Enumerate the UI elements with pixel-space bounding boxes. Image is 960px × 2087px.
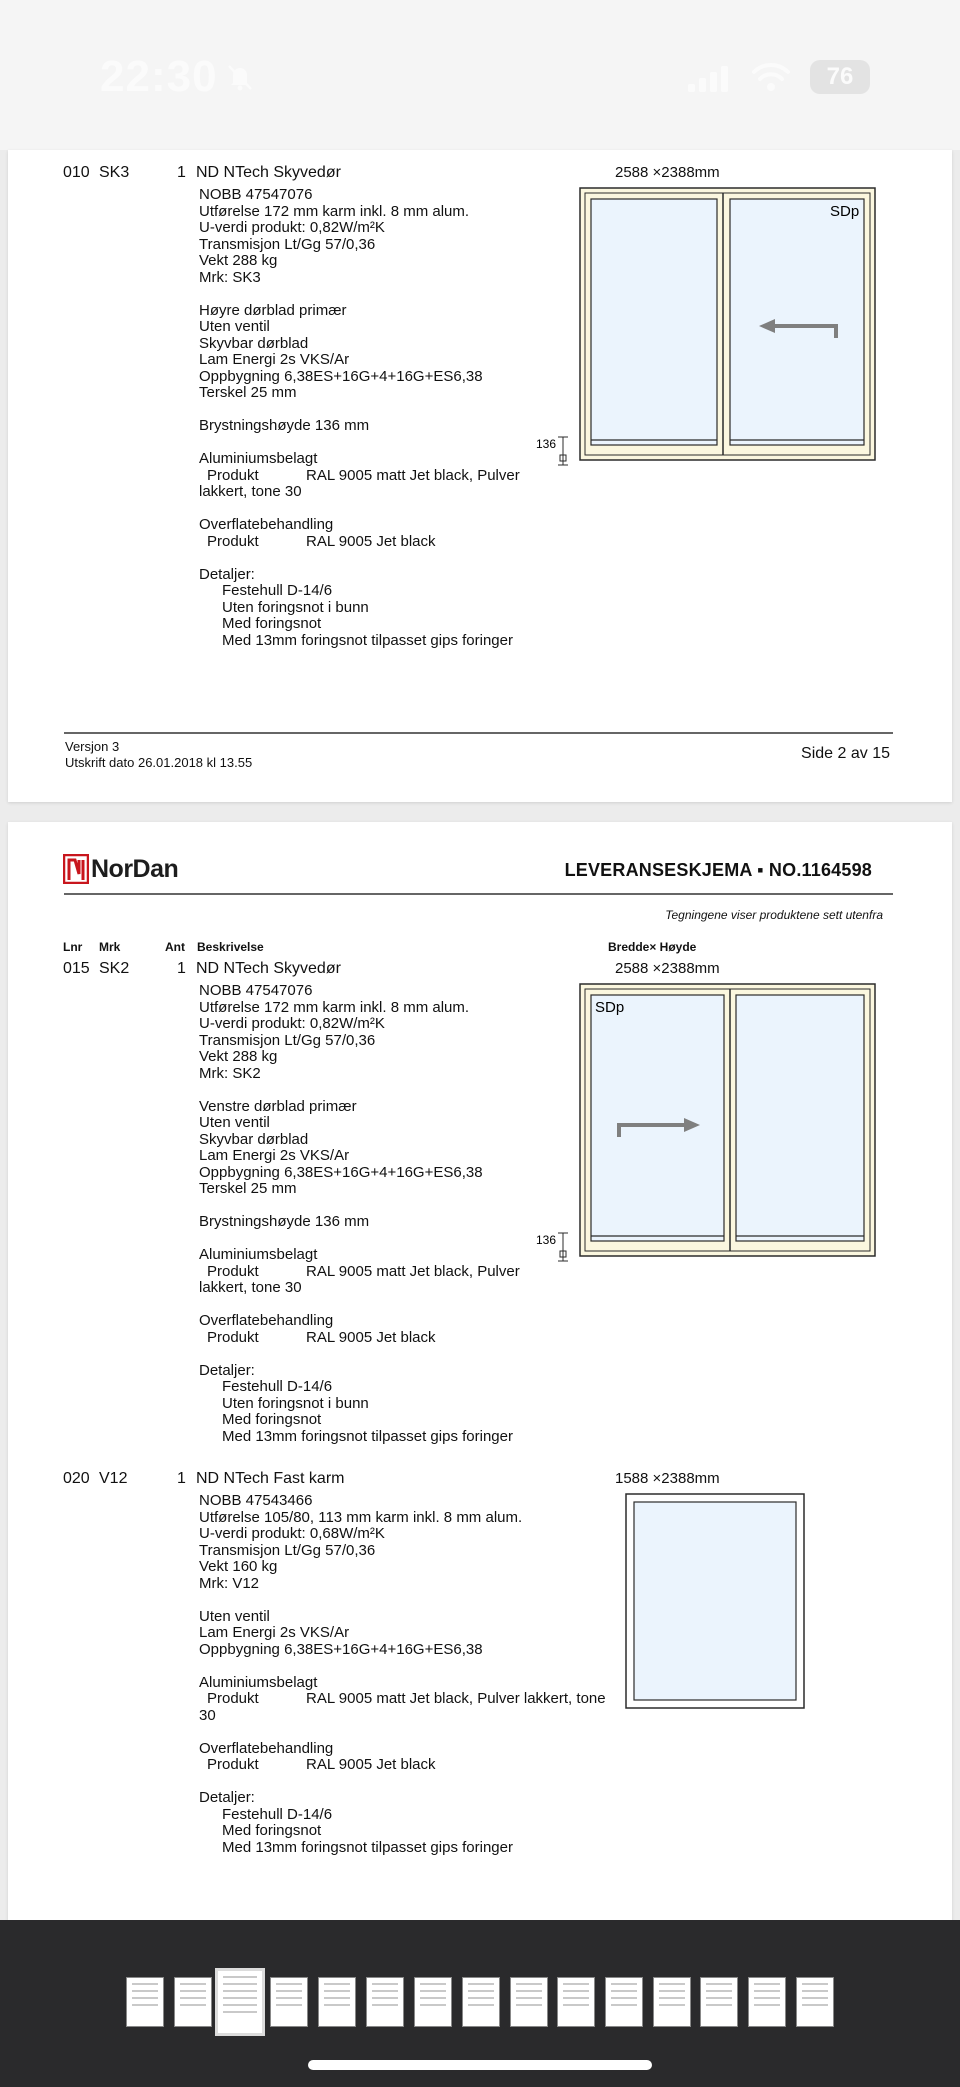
surface-value: RAL 9005 Jet black [306,1756,436,1773]
page-thumbnail[interactable] [270,1977,308,2027]
page-thumbnail-selected[interactable] [215,1968,265,2036]
item-dimensions: 2588 ×2388mm [615,164,720,181]
surface-label: Produkt [207,532,259,550]
desc-line: Brystningshøyde 136 mm [199,1213,370,1230]
detail-line: Festehull D-14/6 [222,582,333,599]
desc-line: Oppbygning 6,38ES+16G+4+16G+ES6,38 [199,1163,483,1181]
desc-line: U-verdi produkt: 0,82W/m²K [199,1015,385,1032]
desc-line [199,1198,520,1215]
page-thumbnail[interactable] [700,1977,738,2027]
surface-label: Produkt [207,1328,259,1346]
page-thumbnail[interactable] [748,1977,786,2027]
page-thumbnail[interactable] [174,1977,212,2027]
detail-line: Med 13mm foringsnot tilpasset gips foringer [222,631,513,649]
alu-label: Produkt [207,1262,259,1280]
details-title: Detaljer: [199,1789,255,1806]
document-title: LEVERANSESKJEMA ▪ NO.1164598 [564,860,872,880]
details-title: Detaljer: [199,1361,255,1379]
detail-line: Med 13mm foringsnot tilpasset gips foringer [222,1838,513,1856]
nordan-logo [63,854,178,884]
desc-line: Skyvbar dørblad [199,1130,309,1148]
item-description [199,1493,606,1856]
desc-line: Uten ventil [199,318,270,335]
desc-line: Mrk: SK2 [199,1064,261,1082]
status-time: 22:30 [100,52,218,101]
column-header-ant: Ant [165,940,185,954]
item-dimensions: 1588 ×2388mm [615,1470,720,1487]
item-mark: SK3 [99,164,130,181]
desc-line: Utførelse 172 mm karm inkl. 8 mm alum. [199,202,470,220]
battery-indicator: 76 [810,60,870,94]
page-thumbnail-strip [0,1920,960,2087]
surface-title: Overflatebehandling [199,1739,334,1757]
nordan-logo-icon [63,854,89,884]
home-indicator[interactable] [308,2060,652,2070]
footer-version: Versjon 3 [65,739,120,754]
sill-label: 136 [536,437,557,451]
alu-value: RAL 9005 matt Jet black, Pulver [306,466,520,484]
page-thumbnail[interactable] [605,1977,643,2027]
desc-line: Utførelse 105/80, 113 mm karm inkl. 8 mm alum. [199,1508,523,1526]
desc-line: Uten ventil [199,1114,270,1131]
desc-line: U-verdi produkt: 0,68W/m²K [199,1525,385,1542]
desc-line: Skyvbar dørblad [199,334,309,352]
drawing-note: Tegningene viser produktene sett utenfra [665,908,883,922]
detail-line: Festehull D-14/6 [222,1805,333,1823]
panel-label: SDp [595,999,625,1016]
item-quantity: 1 [177,1470,186,1487]
alu-title: Aluminiumsbelagt [199,450,318,467]
detail-line: Med foringsnot [222,1411,322,1428]
column-header-lnr: Lnr [63,940,83,954]
desc-line: NOBB 47547076 [199,982,313,999]
item-mark: V12 [99,1470,128,1487]
item-mark: SK2 [99,960,130,977]
desc-line: NOBB 47547076 [199,186,313,203]
page-thumbnail[interactable] [414,1977,452,2027]
desc-line: Mrk: V12 [199,1574,260,1592]
desc-line: Mrk: SK3 [199,268,261,286]
detail-line: Med foringsnot [222,1822,322,1839]
sliding-door-drawing-right [523,185,883,470]
desc-line: Venstre dørblad primær [199,1097,357,1115]
detail-line: Uten foringsnot i bunn [222,1394,369,1412]
header-rule [64,893,893,895]
desc-line: Transmisjon Lt/Gg 57/0,36 [199,235,376,253]
cellular-signal-icon [688,66,728,92]
surface-title: Overflatebehandling [199,1312,334,1329]
desc-line: Utførelse 172 mm karm inkl. 8 mm alum. [199,998,470,1016]
alu-cont: lakkert, tone 30 [199,1279,302,1296]
desc-line: Uten ventil [199,1607,270,1625]
panel-label: SDp [830,203,860,220]
item-title: ND NTech Skyvedør [196,960,341,977]
item-dimensions: 2588 ×2388mm [615,960,720,977]
page-thumbnail[interactable] [462,1977,500,2027]
alu-title: Aluminiumsbelagt [199,1246,318,1263]
fixed-frame-drawing [618,1492,808,1712]
desc-line: Lam Energi 2s VKS/Ar [199,1624,350,1641]
column-header-description: Beskrivelse [197,940,264,954]
desc-line: Terskel 25 mm [199,384,297,401]
surface-label: Produkt [207,1756,259,1773]
desc-line [199,1592,606,1609]
desc-line: Lam Energi 2s VKS/Ar [199,351,350,368]
desc-line [199,402,520,419]
alu-value: RAL 9005 matt Jet black, Pulver [306,1262,520,1280]
line-number: 010 [63,164,90,181]
surface-value: RAL 9005 Jet black [306,532,436,550]
column-header-dimensions: Bredde× Høyde [608,940,697,954]
alu-cont: lakkert, tone 30 [199,483,302,500]
desc-line: Transmisjon Lt/Gg 57/0,36 [199,1031,376,1049]
page-thumbnail[interactable] [557,1977,595,2027]
column-header-mrk: Mrk [99,940,121,954]
item-title: ND NTech Fast karm [196,1470,345,1487]
desc-line: NOBB 47543466 [199,1492,313,1509]
footer-page-number: Side 2 av 15 [801,745,890,762]
document-page-2 [8,150,952,802]
sliding-door-drawing-left [523,981,883,1266]
page-thumbnail[interactable] [366,1977,404,2027]
detail-line: Med foringsnot [222,615,322,632]
item-title: ND NTech Skyvedør [196,164,341,181]
footer-rule [64,732,893,734]
surface-title: Overflatebehandling [199,516,334,533]
desc-line: Terskel 25 mm [199,1180,297,1197]
detail-line: Festehull D-14/6 [222,1378,333,1395]
desc-line: Vekt 288 kg [199,252,278,269]
desc-line: Lam Energi 2s VKS/Ar [199,1147,350,1164]
page-thumbnail[interactable] [318,1977,356,2027]
item-quantity: 1 [177,164,186,181]
desc-line [199,1082,520,1099]
item-quantity: 1 [177,960,186,977]
sill-label: 136 [536,1233,557,1247]
document-page-3 [8,822,952,1922]
surface-value: RAL 9005 Jet black [306,1328,436,1346]
alu-label: Produkt [207,466,259,484]
page-thumbnail[interactable] [510,1977,548,2027]
footer-print-date: Utskrift dato 26.01.2018 kl 13.55 [65,755,253,770]
page-thumbnail[interactable] [126,1977,164,2027]
bell-slash-icon [225,62,255,92]
desc-line: U-verdi produkt: 0,82W/m²K [199,219,385,236]
desc-line: Oppbygning 6,38ES+16G+4+16G+ES6,38 [199,367,483,385]
detail-line: Uten foringsnot i bunn [222,598,369,616]
desc-line: Transmisjon Lt/Gg 57/0,36 [199,1541,376,1559]
desc-line [199,286,520,303]
alu-cont: 30 [199,1706,216,1724]
page-thumbnail[interactable] [796,1977,834,2027]
desc-line: Vekt 288 kg [199,1048,278,1065]
desc-line: Brystningshøyde 136 mm [199,417,370,434]
desc-line: Vekt 160 kg [199,1558,278,1575]
alu-title: Aluminiumsbelagt [199,1673,318,1691]
item-description [199,187,520,649]
detail-line: Med 13mm foringsnot tilpasset gips foringer [222,1427,513,1445]
page-thumbnail[interactable] [653,1977,691,2027]
desc-line: Oppbygning 6,38ES+16G+4+16G+ES6,38 [199,1640,483,1658]
line-number: 015 [63,960,90,977]
line-number: 020 [63,1470,90,1487]
item-description [199,983,520,1445]
status-bar [0,0,960,150]
details-title: Detaljer: [199,565,255,583]
logo-text: NorDan [91,854,179,883]
desc-line: Høyre dørblad primær [199,301,347,319]
alu-value: RAL 9005 matt Jet black, Pulver lakkert, tone [306,1690,606,1707]
wifi-icon [752,62,790,92]
alu-label: Produkt [207,1690,259,1707]
